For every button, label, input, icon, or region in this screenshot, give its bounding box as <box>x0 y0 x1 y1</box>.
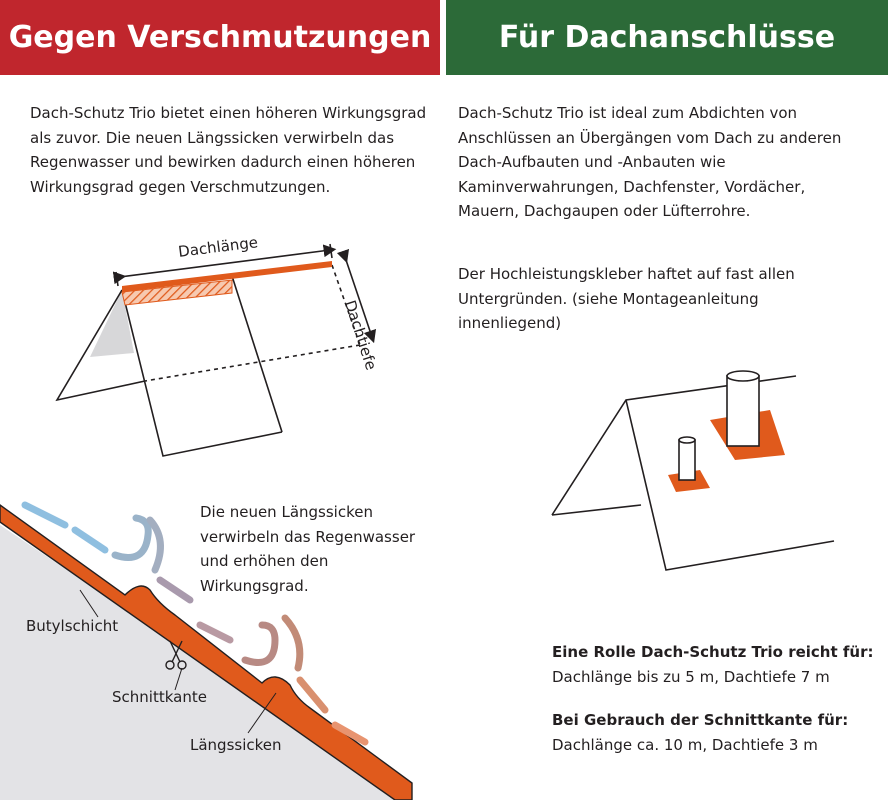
adhesive-text: Der Hochleistungskleber haftet auf fast allen Untergründen. (siehe Montageanleitung innenliegend) <box>458 265 795 332</box>
roll-note <box>552 640 873 690</box>
cut-value: Dachlänge ca. 10 m, Dachtiefe 3 m <box>552 736 818 754</box>
label-cut: Schnittkante <box>112 688 207 706</box>
roof-ridge-break <box>232 276 282 432</box>
heading-right: Für Dachanschlüsse <box>446 0 888 75</box>
length-tick-right <box>330 244 332 258</box>
length-label: Dachlänge <box>177 233 259 261</box>
chimney <box>727 376 759 446</box>
roof-front-face <box>122 290 282 456</box>
roof-back-dash-2 <box>145 345 360 381</box>
intro-left: Dach-Schutz Trio bietet einen höheren Wirkungsgrad als zuvor. Die neuen Längssicken verwirbeln das Regenwasser und bewirken dadurch einen höheren Wirkungsgrad gegen Verschmutzungen. <box>30 104 427 196</box>
roll-value: Dachlänge bis zu 5 m, Dachtiefe 7 m <box>552 668 830 686</box>
chimney-top <box>727 371 759 381</box>
vent-pipe <box>679 440 695 480</box>
label-sicken: Längssicken <box>190 736 282 754</box>
label-butyl: Butylschicht <box>26 617 119 635</box>
roof-diagram <box>57 244 372 456</box>
depth-label: Dachtiefe <box>340 298 381 373</box>
cut-heading: Bei Gebrauch der Schnittkante für: <box>552 711 849 729</box>
heading-left: Gegen Verschmutzungen <box>0 0 440 75</box>
cut-note <box>552 708 848 758</box>
vent-pipe-top <box>679 437 695 443</box>
roof-front-edge <box>552 505 641 515</box>
length-tick-left <box>116 272 118 286</box>
house-diagram <box>552 371 834 570</box>
profile-caption: Die neuen Längssicken verwirbeln das Regenwasser und erhöhen den Wirkungsgrad. <box>200 503 416 595</box>
roll-heading: Eine Rolle Dach-Schutz Trio reicht für: <box>552 643 874 661</box>
intro-right: Dach-Schutz Trio ist ideal zum Abdichten von Anschlüssen an Übergängen vom Dach zu anderen Dach-Aufbauten und -Anbauten wie Kaminverwahrungen, Dachfenster, Vordächer, Mauern, Dachgaupen oder Lüfterrohre. <box>458 104 842 220</box>
